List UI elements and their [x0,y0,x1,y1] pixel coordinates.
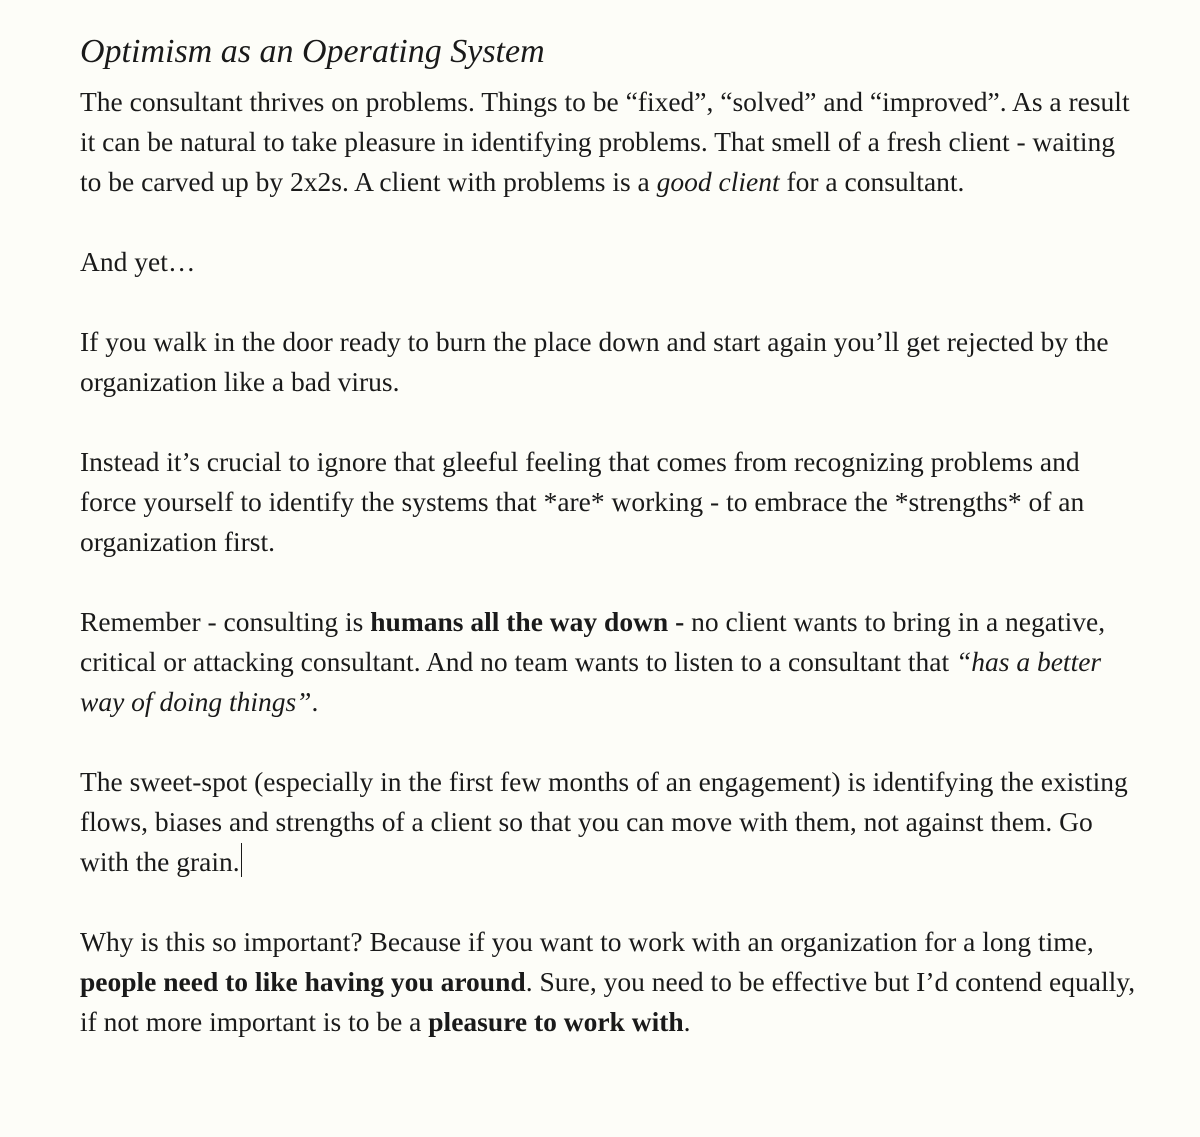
paragraph-text: The sweet-spot (especially in the first few months of an engagement) is identifying the existing flows, biases and strengths of a client so that you can move with them, not against them. Go with the grain. [80,766,1128,877]
paragraph-sweet-spot[interactable] [80,762,1140,882]
paragraph-strengths[interactable]: Instead it’s crucial to ignore that gleeful feeling that comes from recognizing problems and force yourself to identify the systems that *are* working - to embrace the *strengths* of an organization first. [80,446,1085,557]
paragraph-text: The consultant thrives on problems. Things to be “fixed”, “solved” and “improved”. As a result it can be natural to take pleasure in identifying problems. That smell of a fresh client - waiting to be carved up by 2x2s. A client with problems is a [80,86,1130,197]
paragraph-text: Why is this so important? Because if you want to work with an organization for a long time, [80,926,1094,957]
paragraph-problems[interactable] [80,82,1140,202]
italic-text: good client [656,166,780,197]
paragraph-and-yet[interactable]: And yet… [80,246,196,277]
bold-text: pleasure to work with [428,1006,684,1037]
paragraph-text: . [683,1006,691,1037]
paragraph-text: Remember - consulting is [80,606,371,637]
paragraph-text: for a consultant. [779,166,965,197]
document-title[interactable]: Optimism as an Operating System [80,33,545,70]
paragraph-text: no client wants to bring in a negative, critical or attacking consultant. And no team wants to listen to a consultant that [80,606,1106,677]
bold-text: humans all the way down - [370,606,685,637]
paragraph-burn-down[interactable]: If you walk in the door ready to burn the place down and start again you’ll get rejected by the organization like a bad virus. [80,326,1109,397]
paragraph-why-important[interactable] [80,922,1140,1042]
paragraph-text: . [311,686,319,717]
document-editor[interactable] [80,28,1140,1082]
italic-text: “has a better way of doing things” [80,646,1102,717]
paragraph-humans[interactable] [80,602,1140,722]
bold-text: people need to like having you around [80,966,526,997]
text-cursor [241,843,242,877]
paragraph-text: . Sure, you need to be effective but I’d contend equally, if not more important is to be a [80,966,1136,1037]
